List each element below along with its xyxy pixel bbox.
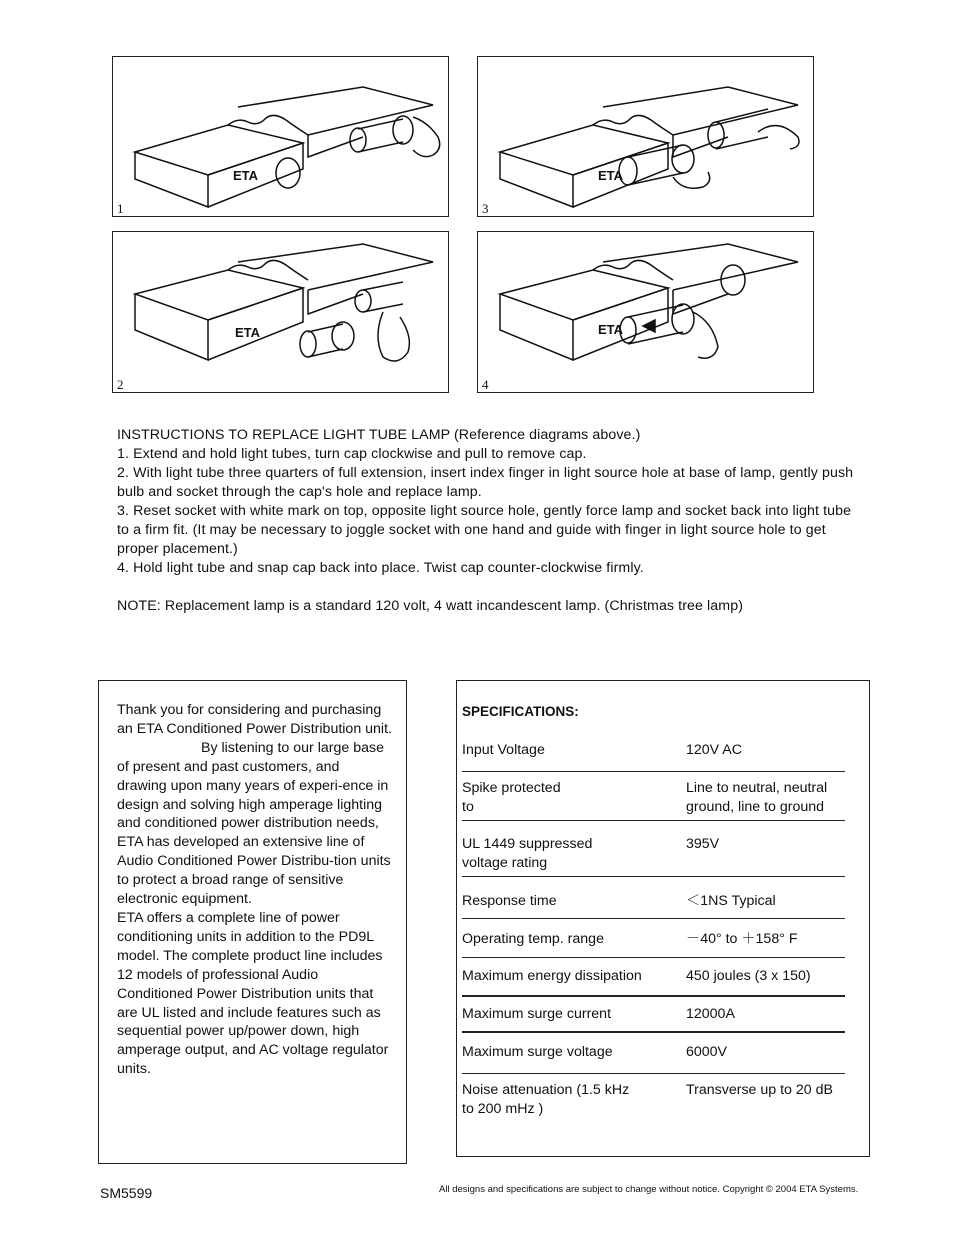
spec-value: 6000V [686,1044,728,1060]
svg-text:ETA: ETA [235,325,261,340]
spec-divider [462,995,845,997]
spec-divider [462,918,845,919]
diagram-number: 1 [117,201,124,216]
spec-label: Operating temp. range [462,931,604,947]
specifications-heading: SPECIFICATIONS: [462,704,579,719]
diagram-panel-1 [112,56,449,217]
spec-label: Noise attenuation (1.5 kHz to 200 mHz ) [462,1082,630,1117]
diagram-illustration-4 [478,232,812,391]
spec-value: ＜1NS Typical [686,893,776,909]
spec-divider [462,771,845,772]
spec-divider [462,1073,845,1074]
instruction-step-1: 1. Extend and hold light tubes, turn cap clockwise and pull to remove cap. [117,446,587,462]
instruction-step-2: 2. With light tube three quarters of full extension, insert index finger in light source hole at base of lamp, gently push bulb and socket through the cap's hole and replace lamp. [117,465,854,500]
thank-you-text [117,701,393,1079]
spec-value: 395V [686,836,720,852]
spec-divider [462,876,845,877]
spec-divider [462,820,845,821]
diagram-illustration-3 [478,57,812,215]
thanks-paragraph-2-text: By listening to our large base of present and past customers, and drawing upon many years of experi-ence in design and solving high amperage lighting and conditioned power distribution needs, ETA has developed an extensive line of Audio Conditioned Power Distribu-tion units to protect a broad range of sensitive electronic equipment. [117,739,391,908]
diagram-illustration-1 [113,57,447,215]
diagram-illustration-2 [113,232,447,391]
diagram-panel-2 [112,231,449,393]
diagram-number: 3 [482,201,489,216]
diagram-panel-3 [477,56,814,217]
spec-label: Spike protected to [462,780,561,815]
instructions-title: INSTRUCTIONS TO REPLACE LIGHT TUBE LAMP (Reference diagrams above.) [117,427,641,443]
thank-you-box [98,680,407,1164]
spec-value: Line to neutral, neutral ground, line to ground [686,780,828,815]
instruction-step-4: 4. Hold light tube and snap cap back into place. Twist cap counter-clockwise firmly. [117,560,644,576]
diagram-number: 4 [482,377,489,392]
spec-label: UL 1449 suppressed voltage rating [462,836,593,871]
diagram-number: 2 [117,377,124,392]
spec-value: 12000A [686,1006,735,1022]
specifications-box [456,680,870,1157]
spec-value: －40° to ＋158° F [686,931,798,947]
spec-label: Maximum energy dissipation [462,968,642,984]
spec-label: Input Voltage [462,742,545,758]
thanks-paragraph-2 [117,739,393,909]
copyright-notice: All designs and specifications are subject to change without notice. Copyright © 2004 ETA Systems. [439,1184,859,1195]
model-code: SM5599 [100,1185,153,1201]
diagram-panel-4 [477,231,814,393]
svg-text:ETA: ETA [598,168,624,183]
thanks-paragraph-3: ETA offers a complete line of power conditioning units in addition to the PD9L model. The complete product line includes 12 models of professional Audio Conditioned Power Distribution units that are UL listed and include features such as sequential power up/power down, high amperage output, and AC voltage regulator units. [117,909,389,1078]
instruction-step-3: 3. Reset socket with white mark on top, opposite light source hole, gently force lamp and socket back into light tube to a firm fit. (It may be necessary to joggle socket with one hand and guide with finger in light source hole to get proper placement.) [117,503,852,557]
spec-label: Maximum surge current [462,1006,612,1022]
spec-label: Response time [462,893,557,909]
lamp-replacement-instructions [117,426,857,616]
thanks-paragraph-1: Thank you for considering and purchasing an ETA Conditioned Power Distribution unit. [117,702,392,737]
spec-value: 120V AC [686,742,743,758]
svg-text:ETA: ETA [598,322,624,337]
spec-divider [462,957,845,958]
spec-label: Maximum surge voltage [462,1044,613,1060]
replacement-lamp-note: NOTE: Replacement lamp is a standard 120 volt, 4 watt incandescent lamp. (Christmas tree lamp) [117,598,744,614]
svg-text:ETA: ETA [233,168,259,183]
spec-value: 450 joules (3 x 150) [686,968,811,984]
spec-value: Transverse up to 20 dB [686,1082,833,1098]
spec-divider [462,1031,845,1033]
